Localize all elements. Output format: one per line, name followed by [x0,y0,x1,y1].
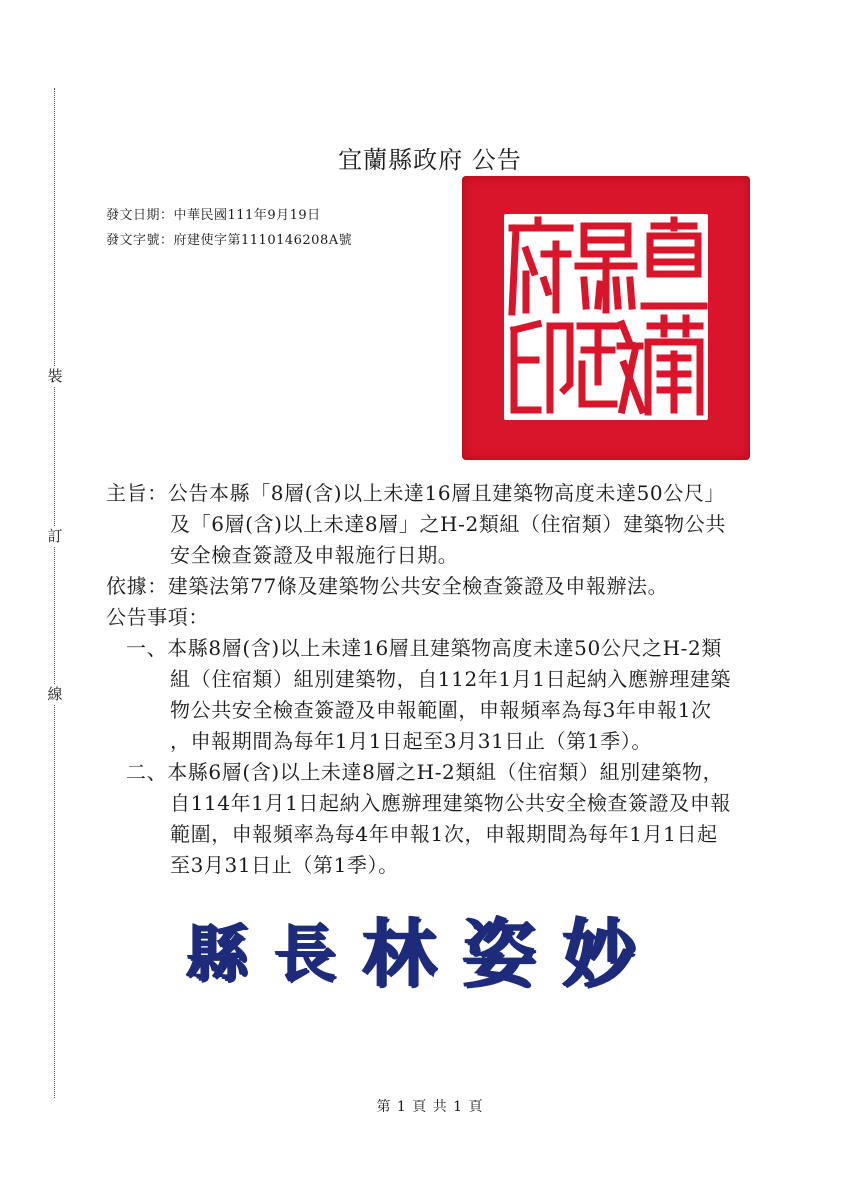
subject-line-1: 主旨：公告本縣「8層(含)以上未達16層且建築物高度未達50公尺」 [106,481,726,505]
binding-dotted-line [54,88,55,1098]
official-seal [462,176,750,460]
basis-line: 依據：建築法第77條及建築物公共安全檢查簽證及申報辦法。 [106,574,669,598]
page-number: 第 1 頁 共 1 頁 [376,1099,484,1115]
document-number: 發文字號：府建使字第1110146208A號 [106,233,353,248]
signature-name-char-2: 姿 [462,911,537,997]
item1-line-2: 組（住宿類）組別建築物，自112年1月1日起納入應辦理建築 [170,667,732,691]
magistrate-signature [186,898,636,998]
signature-title-char-2: 長 [274,916,337,990]
item2-line-4: 至3月31日止（第1季）。 [170,853,399,877]
item2-line-2: 自114年1月1日起納入應辦理建築物公共安全檢查簽證及申報 [170,791,732,815]
item2-line-3: 範圍，申報頻率為每4年申報1次，申報期間為每年1月1日起 [170,822,718,846]
item1-line-4: ，申報期間為每年1月1日起至3月31日止（第1季）。 [170,729,652,753]
item1-line-1: 一、本縣8層(含)以上未達16層且建築物高度未達50公尺之H-2類 [126,636,722,660]
subject-line-2: 及「6層(含)以上未達8層」之H-2類組（住宿類）建築物公共 [170,512,726,536]
signature-title-char-1: 縣 [186,916,249,990]
binding-mark-zhuang: 裝 [45,366,65,386]
issue-date: 發文日期：中華民國111年9月19日 [106,208,321,223]
binding-mark-ding: 訂 [45,526,65,546]
document-title: 宜蘭縣政府 公告 [338,146,522,174]
binding-mark-xian: 線 [45,684,65,704]
signature-name-char-1: 林 [362,911,437,997]
seal-inner-field [504,214,708,420]
item2-line-1: 二、本縣6層(含)以上未達8層之H-2類組（住宿類）組別建築物， [126,760,724,784]
item1-line-3: 物公共安全檢查簽證及申報範圍，申報頻率為每3年申報1次 [170,698,712,722]
items-heading: 公告事項： [106,605,209,629]
subject-line-3: 安全檢查簽證及申報施行日期。 [170,543,459,567]
signature-name-char-3: 妙 [562,911,637,997]
